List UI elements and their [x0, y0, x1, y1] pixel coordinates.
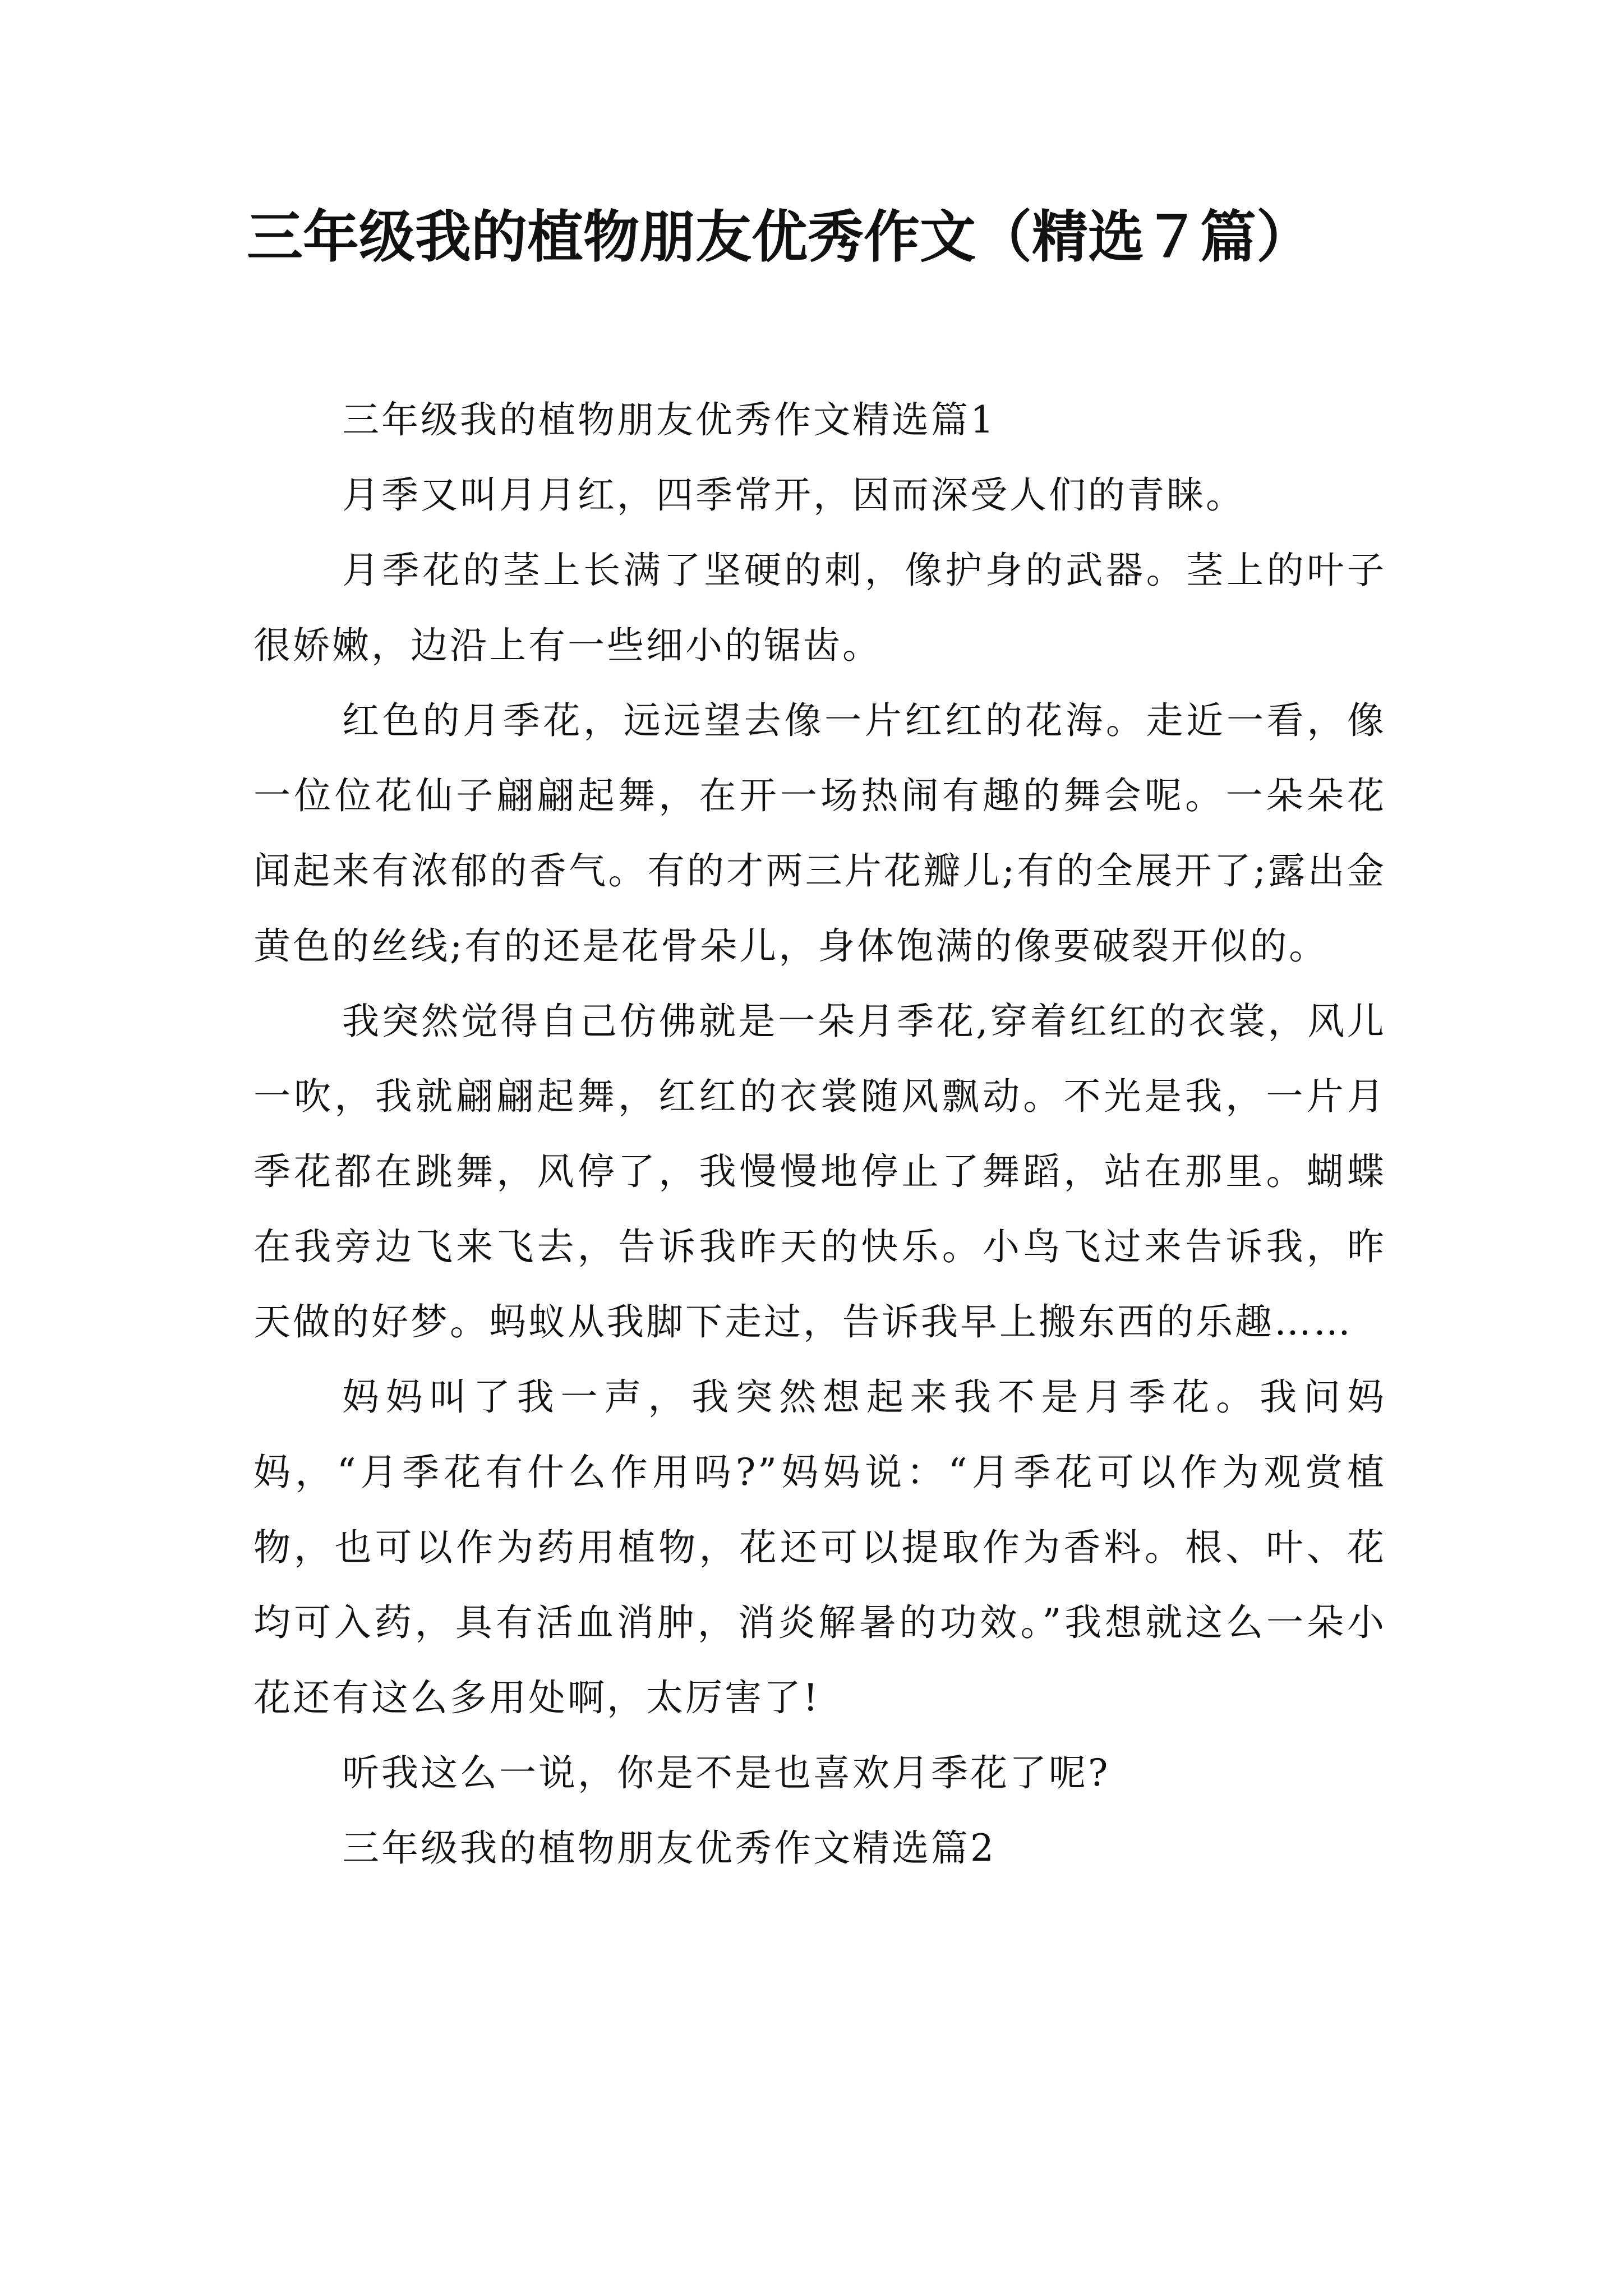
paragraph: 红色的月季花，远远望去像一片红红的花海。走近一看，像一位位花仙子翩翩起舞，在开一场热闹有趣的舞会呢。一朵朵花闻起来有浓郁的香气。有的才两三片花瓣儿;有的全展开了;露出金黄色的丝线;有的还是花骨朵儿，身体饱满的像要破裂开似的。 [253, 699, 1386, 968]
document-title: 三年级我的植物朋友优秀作文（精选７篇） [247, 204, 1312, 270]
paragraph: 听我这么一说，你是不是也喜欢月季花了呢? [342, 1751, 1110, 1795]
paragraph: 我突然觉得自己仿佛就是一朵月季花,穿着红红的衣裳，风儿一吹，我就翩翩起舞，红红的衣裳随风飘动。不光是我，一片月季花都在跳舞，风停了，我慢慢地停止了舞蹈，站在那里。蝴蝶在我旁边飞来飞去，告诉我昨天的快乐。小鸟飞过来告诉我，昨天做的好梦。蚂蚁从我脚下走过，告诉我早上搬东西的乐趣…… [253, 1000, 1386, 1343]
section-heading-2: 三年级我的植物朋友优秀作文精选篇2 [342, 1826, 996, 1870]
paragraph: 月季花的茎上长满了坚硬的刺，像护身的武器。茎上的叶子很娇嫩，边沿上有一些细小的锯齿。 [253, 549, 1386, 667]
paragraph: 月季又叫月月红，四季常开，因而深受人们的青睐。 [342, 473, 1245, 517]
paragraph: 妈妈叫了我一声，我突然想起来我不是月季花。我问妈妈，“月季花有什么作用吗?”妈妈说：“月季花可以作为观赏植物，也可以作为药用植物，花还可以提取作为香料。根、叶、花均可入药，具有活血消肿，消炎解暑的功效。”我想就这么一朵小花还有这么多用处啊，太厉害了! [253, 1375, 1386, 1719]
section-heading-1: 三年级我的植物朋友优秀作文精选篇1 [342, 398, 996, 441]
document-body [253, 383, 1386, 1886]
